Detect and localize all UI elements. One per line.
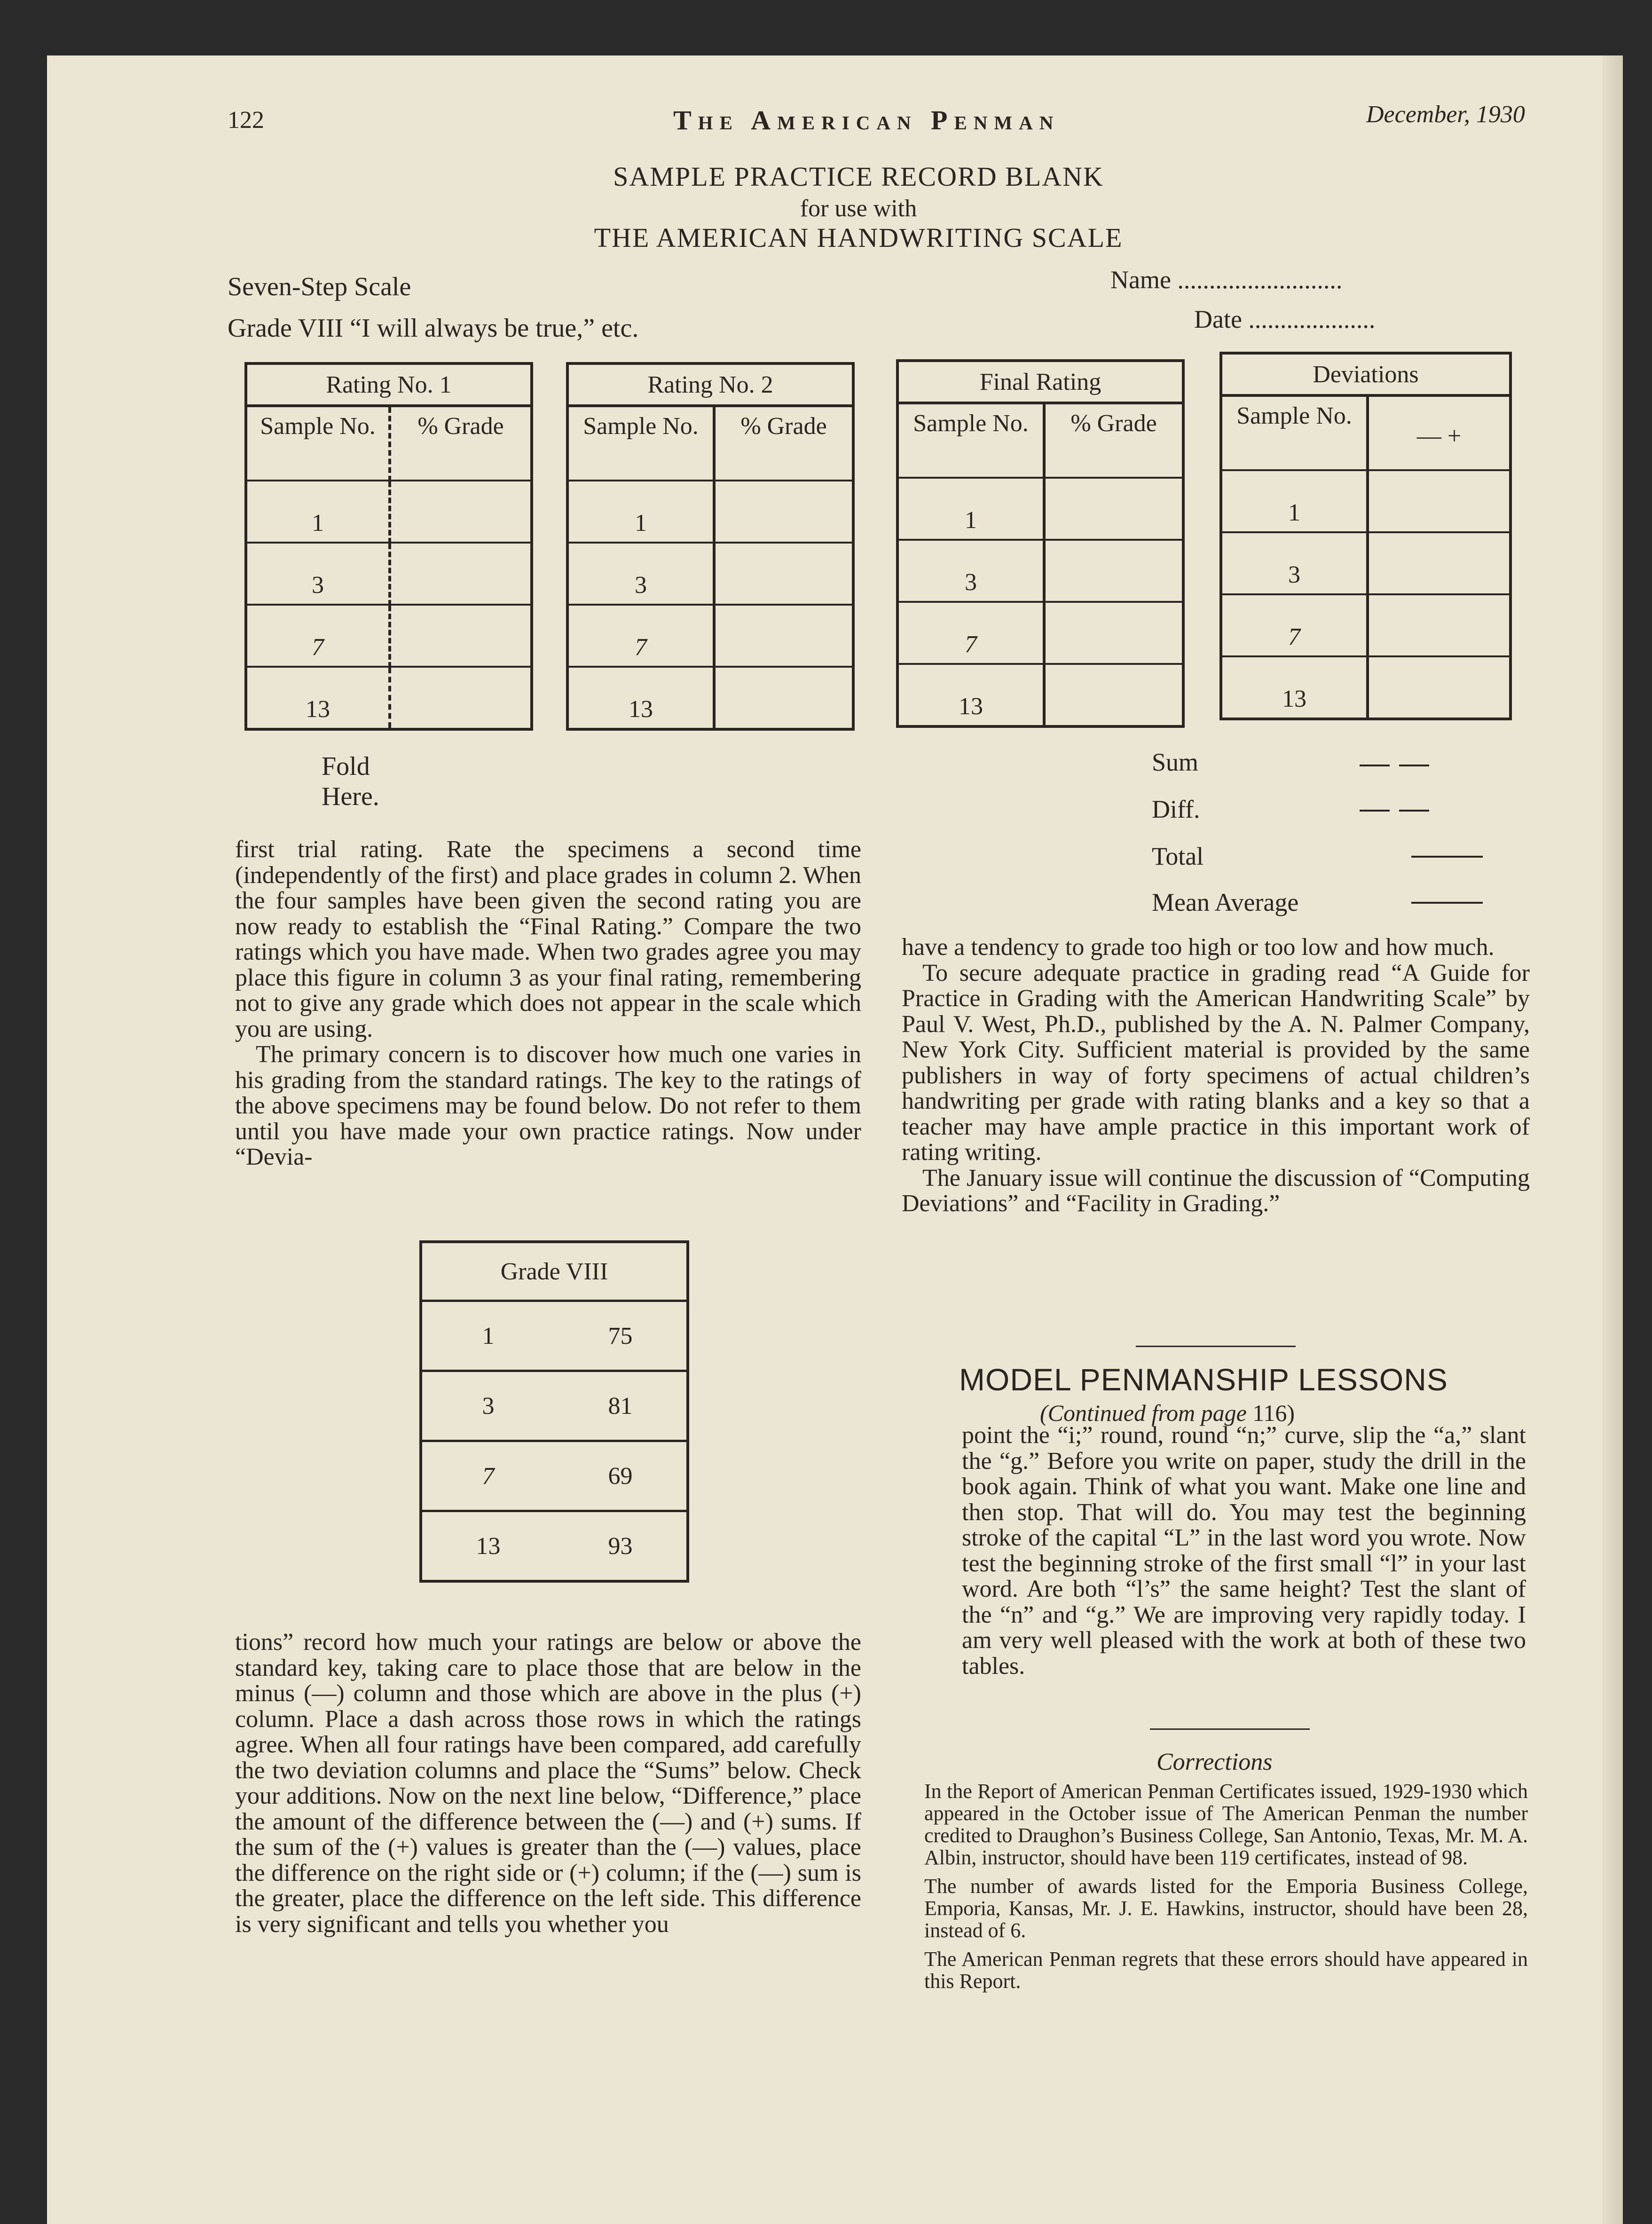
page-gutter [1602,55,1623,2224]
table-cell: 1 [246,481,390,543]
magazine-page [47,55,1623,2224]
blank-cell [714,481,853,543]
section-divider [1136,1346,1296,1347]
table-cell: 13 [1221,656,1368,719]
fold-here-label: Fold Here. [322,752,379,811]
blank-cell [1368,594,1510,656]
grade-header: % Grade [714,406,853,481]
blank-cell [1044,664,1183,726]
model-lesson-body [962,1423,1526,1679]
blank-cell [1044,602,1183,664]
blank-cell [714,605,853,667]
blank-cell [1044,540,1183,602]
date-field: Date .................... [1194,305,1376,333]
table-cell: 7 [897,602,1044,664]
mean-average-label: Mean Average [1152,888,1299,916]
blank-cell [390,667,532,729]
grade-label: Grade VIII “I will always be true,” etc. [228,314,639,343]
minus-plus-header: — + [1368,395,1510,470]
table-cell: 13 [567,667,714,729]
table-cell: 3 [246,543,390,605]
diff-label: Diff. [1152,795,1200,823]
key-table-title: Grade VIII [421,1242,688,1301]
table-cell: 7 [567,605,714,667]
sample-no-header: Sample No. [567,406,714,481]
name-field: Name .......................... [1110,266,1343,294]
diff-dash-minus [1360,810,1390,812]
table-cell: 13 [897,664,1044,726]
sum-dash-plus [1399,765,1429,766]
corrections-body [924,1780,1528,1999]
paragraph: The January issue will continue the discussion of “Computing Deviations” and “Facility in Grading.” [902,1164,1530,1217]
blank-cell [1368,470,1510,532]
diff-dash-plus [1399,810,1429,812]
key-grade: 81 [554,1371,688,1441]
table-cell: 3 [567,543,714,605]
right-column-upper [902,935,1530,1217]
form-subtitle: for use with [800,195,917,222]
table-cell: 7 [1221,594,1368,656]
blank-cell [1368,656,1510,719]
page-number: 122 [228,107,264,134]
rating-2-table [566,362,855,731]
paragraph: The primary concern is to discover how much one varies in his grading from the standard ratings. The key to the ratings of the above specimens may be found below. Do not refer to them until you have made your own practice ratings. Now under “Devia- [235,1041,861,1170]
table-title: Deviations [1221,353,1510,395]
paragraph: To secure adequate practice in grading read “A Guide for Practice in Grading with the American Handwriting Scale” by Paul V. West, Ph.D., published by the A. N. Palmer Company, New York City. Sufficient material is provided by the same publishers in way of forty specimens of actual children’s handwriting per grade with rating blanks and a key so that a teacher may have ample practice in this important work of rating writing. [902,959,1530,1166]
blank-cell [1368,532,1510,594]
mean-average-line [1411,902,1483,904]
grade-key-table [419,1240,689,1583]
rating-1-table [244,362,533,731]
table-title: Final Rating [897,361,1183,403]
blank-cell [390,605,532,667]
table-cell: 7 [246,605,390,667]
sum-label: Sum [1152,748,1199,776]
sum-dash-minus [1360,765,1390,766]
table-cell: 3 [897,540,1044,602]
table-cell: 1 [897,478,1044,540]
section-divider [1150,1728,1310,1730]
table-cell: 13 [246,667,390,729]
total-label: Total [1152,842,1204,870]
paragraph: In the Report of American Penman Certificates issued, 1929-1930 which appeared in the October issue of The American Penman the number credited to Draughon’s Business College, San Antonio, Texas, Mr. M. A. Albin, instructor, should have been 119 certificates, instead of 98. [924,1780,1528,1869]
key-sample: 1 [421,1301,554,1371]
paragraph: The number of awards listed for the Emporia Business College, Emporia, Kansas, Mr. J. E. Hawkins, instructor, should have been 28, instead of 6. [924,1875,1528,1942]
left-column-upper [235,837,861,1170]
sample-no-header: Sample No. [246,406,390,481]
table-cell: 1 [1221,470,1368,532]
paragraph: have a tendency to grade too high or too low and how much. [902,934,1495,961]
total-line [1411,856,1483,858]
corrections-heading: Corrections [1156,1749,1273,1775]
sample-no-header: Sample No. [1221,395,1368,470]
sample-no-header: Sample No. [897,403,1044,478]
blank-cell [1044,478,1183,540]
deviations-table [1219,352,1512,720]
form-title: SAMPLE PRACTICE RECORD BLANK [613,161,1104,192]
final-rating-table [896,359,1185,728]
table-cell: 1 [567,481,714,543]
key-grade: 69 [554,1441,688,1511]
form-title-scale: THE AMERICAN HANDWRITING SCALE [594,222,1123,253]
blank-cell [390,481,532,543]
grade-header: % Grade [390,406,532,481]
key-grade: 93 [608,1532,633,1560]
key-grade: 75 [554,1301,688,1371]
paragraph: The American Penman regrets that these errors should have appeared in this Report. [924,1948,1528,1993]
blank-cell [714,667,853,729]
table-cell: 3 [1221,532,1368,594]
blank-cell [390,543,532,605]
key-sample: 13 [476,1532,501,1560]
table-title: Rating No. 1 [246,363,532,406]
grade-header: % Grade [1044,403,1183,478]
paragraph: first trial rating. Rate the specimens a second time (independently of the first) and place grades in column 2. When the four samples have been given the second rating you are now ready to establish the “Final Rating.” Compare the two ratings which you have made. When two grades agree you may place this figure in column 3 as your final rating, remembering not to give any grade which does not appear in the scale which you are using. [235,836,861,1042]
scale-label: Seven-Step Scale [228,272,411,301]
continued-page: 116) [1252,1400,1295,1426]
key-sample: 3 [421,1371,554,1441]
continued-note-text: (Continued from page [1040,1400,1247,1426]
paragraph: point the “i;” round, round “n;” curve, slip the “a,” slant the “g.” Before you write on paper, study the drill in the book again. Think of what you want. Make one line and then stop. That will do. You may test the beginning stroke of the capital “L” in the last word you wrote. Now test the beginning stroke of the first small “l” in your last word. Are both “l’s” the same height? Test the slant of the “n” and “g.” We are improving very rapidly today. I am very well pleased with the work at both of these two tables. [962,1422,1526,1680]
section-heading: MODEL PENMANSHIP LESSONS [959,1362,1448,1397]
paragraph: tions” record how much your ratings are below or above the standard key, taking care to place those that are below in the minus (—) column and those which are above in the plus (+) column. Place a dash across those rows in which the ratings agree. When all four ratings have been compared, add carefully the two deviation columns and place the “Sums” below. Check your additions. Now on the next line below, “Difference,” place the amount of the difference between the (—) and (+) sums. If the sum of the (+) values is greater than the (—) values, place the difference on the right side or (+) column; if the (—) sum is the greater, place the difference on the left side. This difference is very significant and tells you whether you [235,1629,861,1938]
issue-date: December, 1930 [1366,101,1525,128]
left-column-lower [235,1630,861,1937]
magazine-title: The American Penman [673,105,1060,135]
key-sample: 7 [421,1441,554,1511]
blank-cell [714,543,853,605]
table-title: Rating No. 2 [567,363,853,406]
